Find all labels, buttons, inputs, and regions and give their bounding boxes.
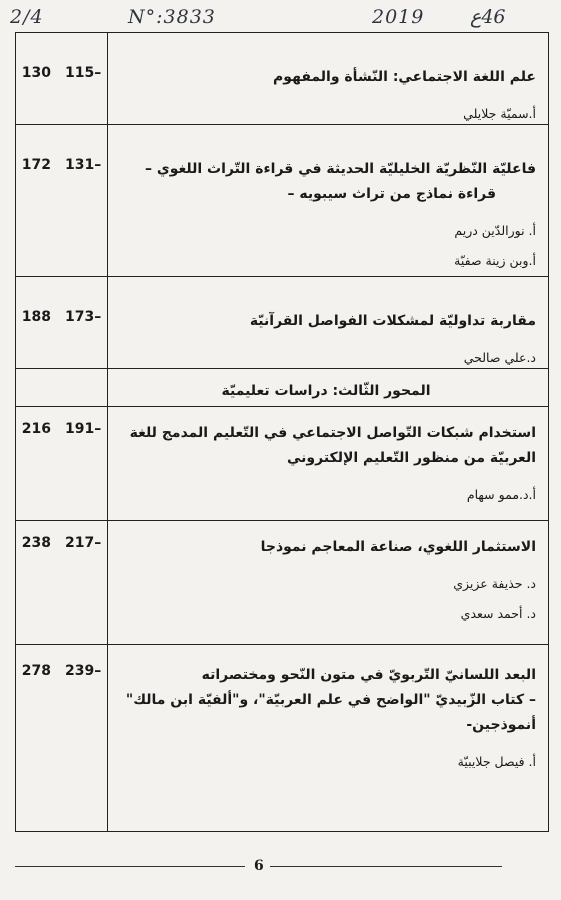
toc-row: [16, 645, 549, 832]
page-range: 130 115–: [16, 33, 108, 125]
entry-title: مقاربة تداوليّة لمشكلات الفواصل القرآنيّة: [249, 313, 536, 329]
page-end: 191: [65, 421, 95, 437]
page-end: 115: [65, 65, 95, 81]
entry-title: استخدام شبكات التّواصل الاجتماعي في التّعليم المدمج للغة: [129, 425, 536, 441]
page-end: 173: [65, 309, 95, 325]
toc-row: [16, 33, 549, 125]
page-start: 188: [21, 309, 51, 325]
page-end: 131: [65, 157, 95, 173]
entry-title-line: – كتاب الزّبيديّ "الواضح في علم العربيّة"، و"ألفيّة ابن مالك": [125, 692, 536, 708]
toc-entry: [108, 645, 549, 832]
toc-row: [16, 277, 549, 369]
toc-entry: [108, 407, 549, 521]
section-heading-cell: [108, 369, 549, 407]
entry-author: أ.د.ممو سهام: [466, 487, 536, 502]
page-start: 238: [21, 535, 51, 551]
entry-title: علم اللغة الاجتماعي: النّشأة والمفهوم: [273, 69, 536, 85]
handwritten-date: 2/4: [10, 6, 44, 28]
toc-row: [16, 521, 549, 645]
footer-rule-right: [270, 866, 502, 867]
entry-title: البعد اللسانيّ التّربويّ في متون النّحو ومختصراته: [201, 667, 536, 683]
footer-rule-left: [15, 866, 245, 867]
page-start: 130: [21, 65, 51, 81]
entry-title-line: قراءة نماذج من تراث سيبويه –: [287, 186, 496, 202]
page-end: 239: [65, 663, 95, 679]
entry-title-line: العربيّة من منظور التّعليم الإلكتروني: [287, 450, 536, 466]
page-range: 238 217–: [16, 521, 108, 645]
entry-author: د. حذيفة عزيزي: [453, 576, 536, 591]
entry-author: أ. فيصل جلايبيّة: [457, 754, 536, 769]
page-range: 188 173–: [16, 277, 108, 369]
page-number: 6: [254, 858, 264, 874]
entry-title: الاستثمار اللغوي، صناعة المعاجم نموذجا: [260, 539, 536, 555]
toc-entry: [108, 125, 549, 277]
entry-title-line: أنموذجين-: [466, 717, 536, 733]
page-range: 278 239–: [16, 645, 108, 832]
handwritten-code: 46ع: [470, 6, 506, 28]
entry-author: د. أحمد سعدي: [460, 606, 536, 621]
page-footer: [0, 858, 561, 878]
toc-entry: [108, 521, 549, 645]
toc-row: [16, 407, 549, 521]
handwritten-year: 2019: [372, 6, 425, 28]
handwritten-reference: N°:3833: [128, 6, 216, 28]
page-range: 216 191–: [16, 407, 108, 521]
page-start: 172: [21, 157, 51, 173]
entry-author: أ. نورالدّين دريم: [454, 223, 536, 238]
section-heading: المحور الثّالث: دراسات تعليميّة: [221, 383, 431, 399]
page-end: 217: [65, 535, 95, 551]
page-start: 216: [21, 421, 51, 437]
toc-entry: [108, 277, 549, 369]
entry-author: د.علي صالحي: [463, 350, 536, 365]
page-range: 172 131–: [16, 125, 108, 277]
page-range-empty: [16, 369, 108, 407]
entry-title: فاعليّة النّظريّة الخليليّة الحديثة في قراءة التّراث اللغوي –: [144, 161, 536, 177]
page-start: 278: [21, 663, 51, 679]
toc-entry: [108, 33, 549, 125]
toc-row: [16, 125, 549, 277]
entry-author: أ.سميّة جلايلي: [463, 106, 536, 121]
section-row: [16, 369, 549, 407]
entry-author: أ.وبن زينة صفيّة: [454, 253, 536, 268]
table-of-contents: [15, 32, 549, 832]
